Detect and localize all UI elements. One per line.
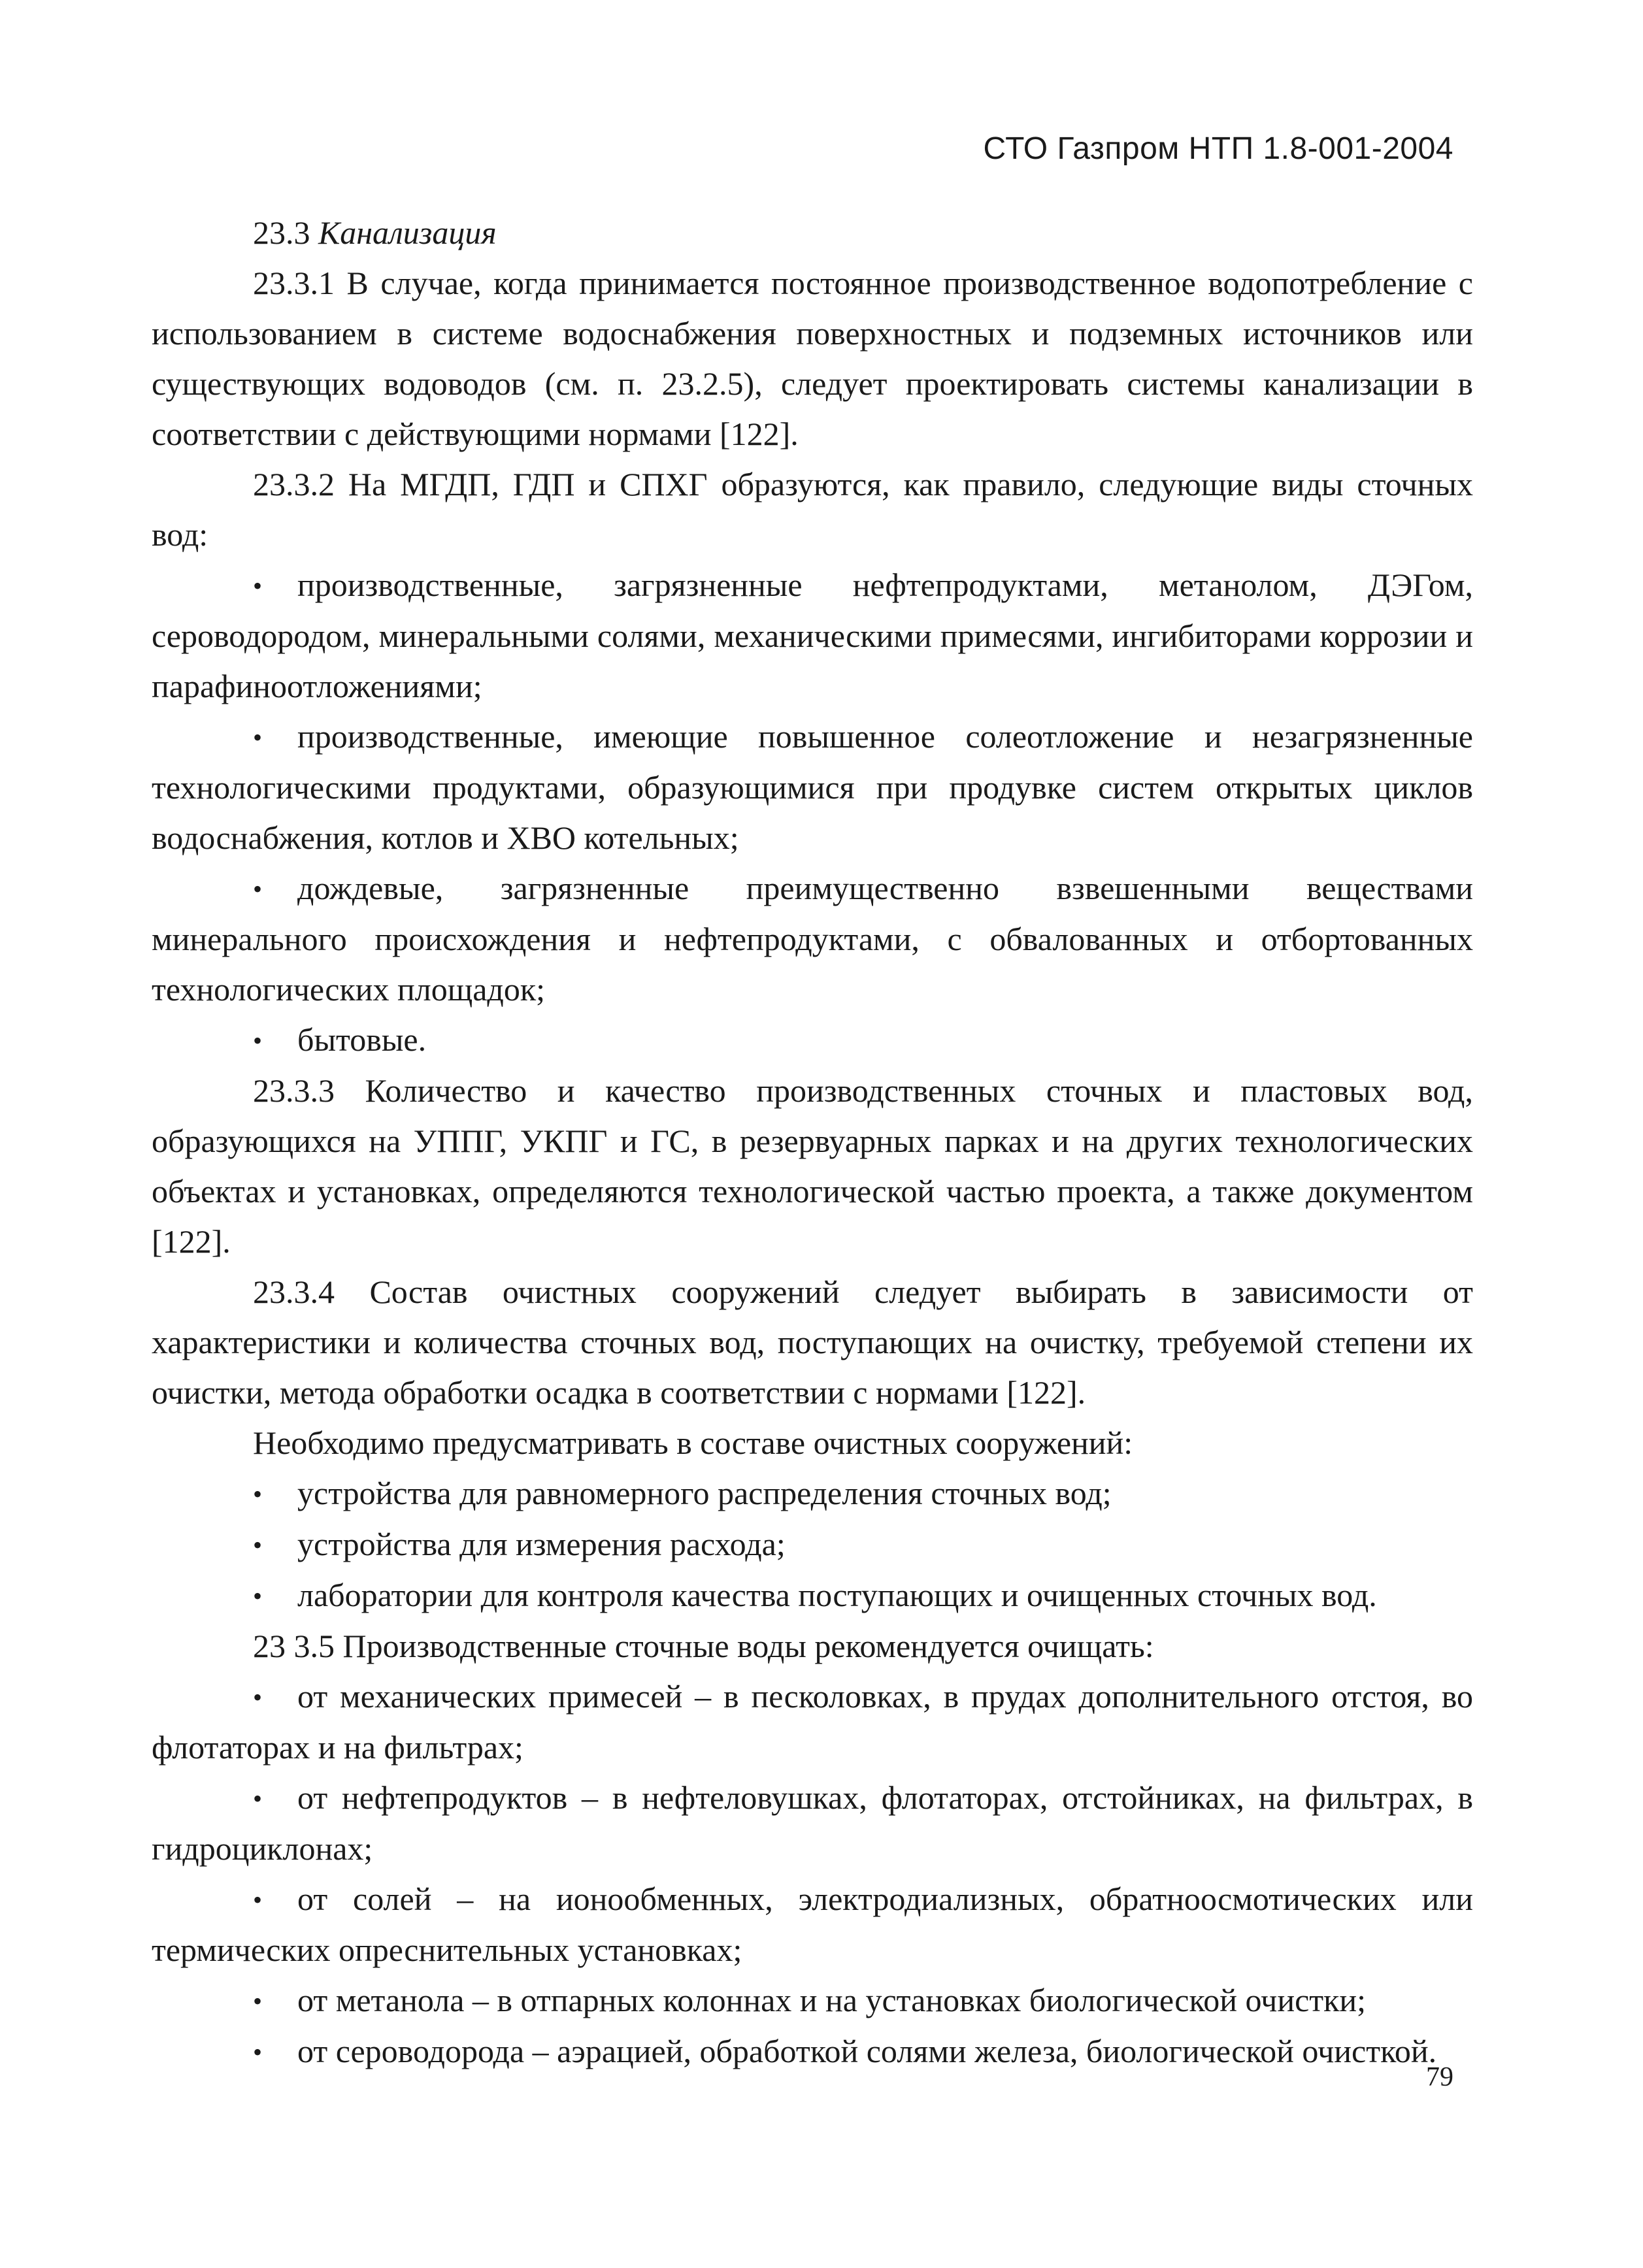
bullet-icon: • [253, 1885, 263, 1915]
list-item [152, 1671, 1473, 1773]
list-item-text: производственные, имеющие повышенное солеотложение и незагрязненные технологическими продуктами, образующимися при продувке систем открытых циклов водоснабжения, котлов и ХВО котельных; [152, 718, 1473, 856]
bullet-icon: • [253, 1784, 263, 1813]
paragraph-23-3-4: 23.3.4 Состав очистных сооружений следует выбирать в зависимости от характеристики и количества сточных вод, поступающих на очистку, требуемой степени их очистки, метода обработки осадка в соответствии с нормами [122]. [152, 1274, 1473, 1411]
list-item-text: производственные, загрязненные нефтепродуктами, метанолом, ДЭГом, сероводородом, минеральными солями, механическими примесями, ингибиторами коррозии и парафиноотложениями; [152, 567, 1473, 704]
bullet-icon: • [253, 874, 263, 904]
paragraph-23-3-1: 23.3.1 В случае, когда принимается постоянное производственное водопотребление с использованием в системе водоснабжения поверхностных и подземных источников или существующих водоводов (см. п. 23.2.5), следует проектировать системы канализации в соответствии с действующими нормами [122]. [152, 265, 1473, 452]
bullet-icon: • [253, 723, 263, 752]
list-item-text: дождевые, загрязненные преимущественно взвешенными веществами минерального происхождения и нефтепродуктами, с обвалованных и отбортованных технологических площадок; [152, 870, 1473, 1008]
bullet-icon: • [253, 1479, 263, 1509]
bullet-icon: • [253, 1530, 263, 1560]
list-item-text: от метанола – в отпарных колоннах и на установках биологической очистки; [297, 1982, 1367, 2018]
list-item [152, 1519, 1473, 1570]
paragraph-23-3-5: 23 3.5 Производственные сточные воды рекомендуется очищать: [253, 1628, 1154, 1664]
section-heading [152, 208, 1473, 258]
paragraph-23-3-2: 23.3.2 На МГДП, ГДП и СПХГ образуются, как правило, следующие виды сточных вод: [152, 466, 1473, 553]
list-item [152, 2026, 1473, 2077]
section-number: 23.3 [253, 214, 310, 251]
page-number: 79 [1426, 2062, 1453, 2092]
list-item-text: от сероводорода – аэрацией, обработкой солями железа, биологической очисткой. [297, 2033, 1437, 2069]
bullet-icon: • [253, 2037, 263, 2067]
bullet-icon: • [253, 1026, 263, 1055]
list-item [152, 1975, 1473, 2026]
list-item-text: от механических примесей – в песколовках, в прудах дополнительного отстоя, во флотаторах и на фильтрах; [152, 1678, 1473, 1766]
list-item-text: бытовые. [297, 1021, 427, 1058]
list-item [152, 1874, 1473, 1975]
list-item [152, 1570, 1473, 1621]
list-item [152, 712, 1473, 863]
list-item-text: от нефтепродуктов – в нефтеловушках, флотаторах, отстойниках, на фильтрах, в гидроциклонах; [152, 1779, 1473, 1867]
document-body [152, 208, 1473, 2077]
bullet-icon: • [253, 1581, 263, 1611]
list-item-text: от солей – на ионообменных, электродиализных, обратноосмотических или термических опреснительных установках; [152, 1881, 1473, 1968]
list-item [152, 560, 1473, 712]
list-item-text: устройства для измерения расхода; [297, 1526, 786, 1562]
list-item [152, 863, 1473, 1015]
bullet-icon: • [253, 1683, 263, 1712]
document-header: СТО Газпром НТП 1.8-001-2004 [983, 131, 1453, 166]
list-item [152, 1773, 1473, 1874]
paragraph-requirements-intro: Необходимо предусматривать в составе очистных сооружений: [253, 1424, 1133, 1461]
list-item [152, 1015, 1473, 1066]
section-title: Канализация [318, 214, 497, 251]
list-item-text: устройства для равномерного распределения сточных вод; [297, 1475, 1112, 1511]
bullet-icon: • [253, 1986, 263, 2016]
list-item-text: лаборатории для контроля качества поступающих и очищенных сточных вод. [297, 1577, 1377, 1613]
list-item [152, 1468, 1473, 1519]
paragraph-23-3-3: 23.3.3 Количество и качество производственных сточных и пластовых вод, образующихся на УППГ, УКПГ и ГС, в резервуарных парках и на других технологических объектах и установках, определяются технологической частью проекта, а также документом [122]. [152, 1072, 1473, 1260]
bullet-icon: • [253, 571, 263, 600]
